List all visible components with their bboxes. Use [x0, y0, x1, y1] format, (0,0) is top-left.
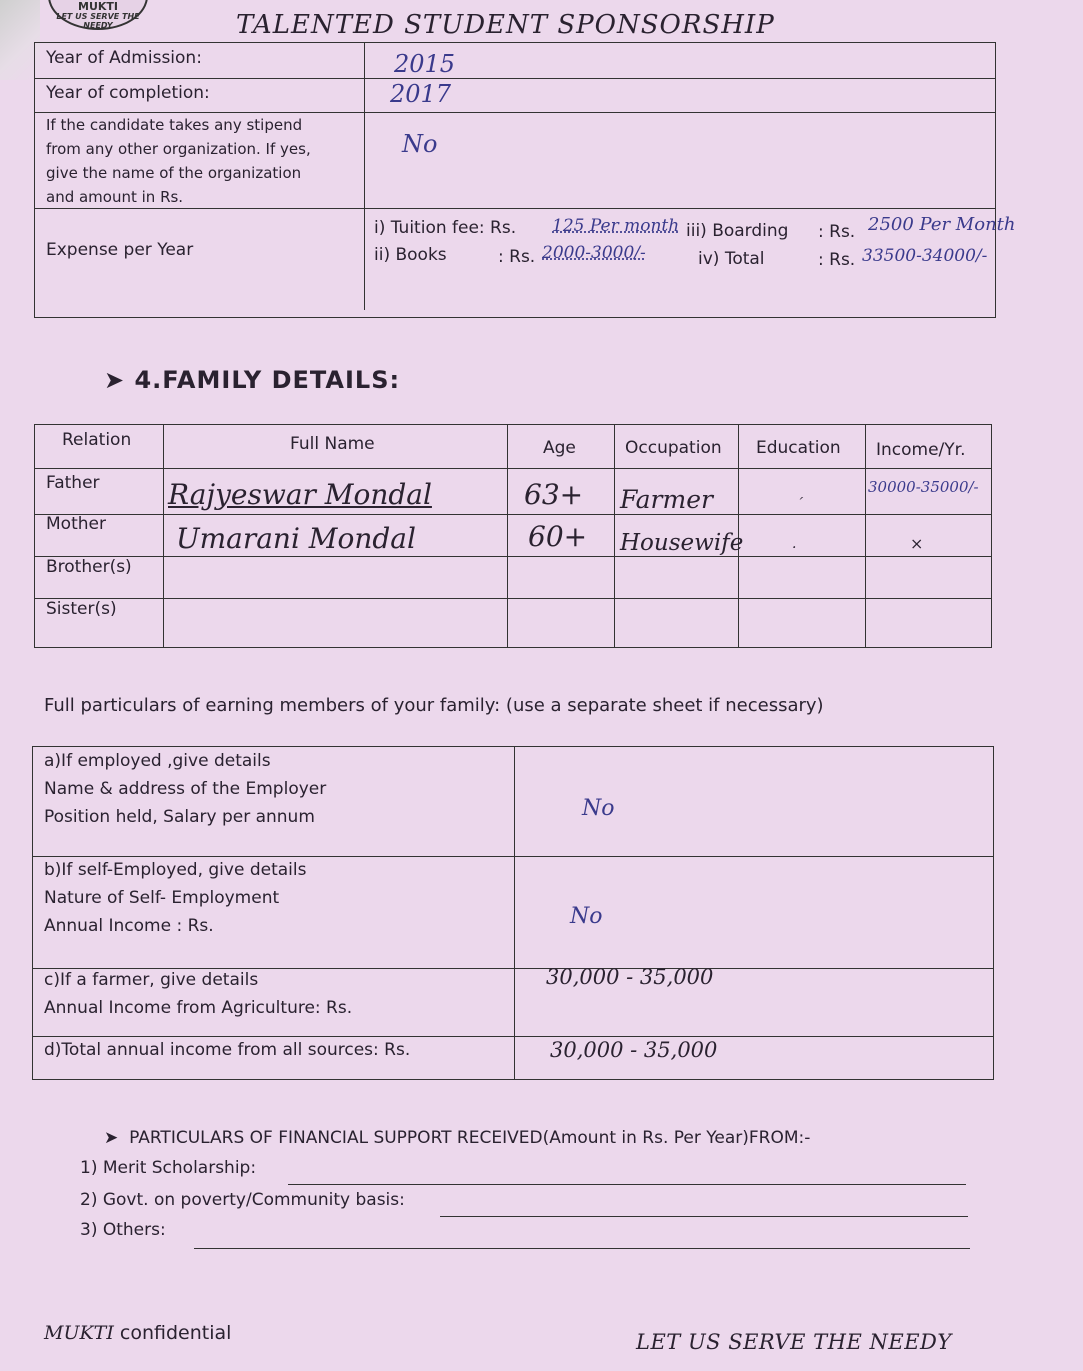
footer-slogan: LET US SERVE THE NEEDY: [636, 1330, 952, 1354]
books-value: 2000-3000/-: [542, 243, 646, 263]
row-divider: [34, 598, 992, 599]
farmer-value: 30,000 - 35,000: [546, 965, 714, 989]
total-prefix: : Rs.: [818, 250, 856, 270]
relation-father: Father: [46, 473, 100, 493]
support-heading: ➤ PARTICULARS OF FINANCIAL SUPPORT RECEIVED(Amount in Rs. Per Year)FROM:-: [104, 1128, 811, 1148]
header-income: Income/Yr.: [876, 440, 966, 460]
relation-sister: Sister(s): [46, 599, 117, 619]
support-item-others: 3) Others:: [80, 1220, 166, 1240]
logo-text-top: MUKTI: [78, 0, 118, 13]
row-divider: [34, 78, 996, 79]
header-relation: Relation: [62, 430, 132, 450]
year-of-completion-label: Year of completion:: [46, 83, 210, 103]
col-divider: [507, 424, 508, 648]
self-employed-line: Annual Income : Rs.: [44, 916, 214, 936]
stipend-label-line: from any other organization. If yes,: [46, 140, 311, 158]
total-income-value: 30,000 - 35,000: [550, 1038, 718, 1062]
support-item-govt: 2) Govt. on poverty/Community basis:: [80, 1190, 405, 1210]
self-employed-line: Nature of Self- Employment: [44, 888, 280, 908]
stipend-label-line: If the candidate takes any stipend: [46, 116, 303, 134]
father-occupation: Farmer: [620, 485, 713, 514]
total-label: iv) Total: [698, 249, 765, 269]
header-occupation: Occupation: [625, 438, 722, 458]
year-of-admission-value: 2015: [394, 50, 456, 78]
merit-blank-line: [288, 1184, 966, 1185]
boarding-label: iii) Boarding: [686, 221, 789, 241]
self-employed-label: [44, 856, 306, 940]
row-divider: [34, 468, 992, 469]
father-income: 30000-35000/-: [868, 478, 979, 496]
boarding-value: 2500 Per Month: [868, 214, 1016, 235]
farmer-line: c)If a farmer, give details: [44, 970, 259, 990]
self-employed-value: No: [570, 904, 603, 929]
father-name: Rajyeswar Mondal: [168, 478, 432, 511]
footer-brand: MUKTI: [44, 1322, 114, 1344]
col-divider: [865, 424, 866, 648]
mother-name: Umarani Mondal: [176, 522, 416, 555]
relation-brother: Brother(s): [46, 557, 132, 577]
mukti-logo: [48, 0, 148, 30]
govt-blank-line: [440, 1216, 968, 1217]
earning-intro: Full particulars of earning members of your family: (use a separate sheet if necessary): [44, 695, 824, 716]
mother-income: ×: [910, 534, 924, 553]
family-section-title: ➤ 4.FAMILY DETAILS:: [104, 366, 401, 394]
header-full-name: Full Name: [290, 434, 375, 454]
earning-col-divider: [514, 746, 515, 1080]
row-divider: [34, 556, 992, 557]
support-heading-text: PARTICULARS OF FINANCIAL SUPPORT RECEIVED(Amount in Rs. Per Year)FROM:-: [129, 1128, 811, 1148]
mother-age: 60+: [528, 520, 588, 553]
employed-value: No: [582, 796, 615, 821]
farmer-line: Annual Income from Agriculture: Rs.: [44, 998, 353, 1018]
father-education: ´: [796, 496, 803, 512]
stipend-value: No: [402, 130, 438, 158]
logo-text-bottom: LET US SERVE THE NEEDY: [56, 12, 140, 30]
stipend-label-line: and amount in Rs.: [46, 188, 184, 206]
family-section-title-text: 4.FAMILY DETAILS:: [134, 366, 401, 394]
year-of-admission-label: Year of Admission:: [46, 48, 202, 68]
self-employed-line: b)If self-Employed, give details: [44, 860, 307, 880]
mother-occupation: Housewife: [620, 530, 744, 556]
boarding-prefix: : Rs.: [818, 222, 856, 242]
education-col-divider: [364, 42, 365, 310]
relation-mother: Mother: [46, 514, 106, 534]
employed-line: Name & address of the Employer: [44, 779, 327, 799]
col-divider: [163, 424, 164, 648]
farmer-label: [44, 966, 352, 1022]
employed-line: a)If employed ,give details: [44, 751, 271, 771]
books-prefix: : Rs.: [498, 247, 536, 267]
stipend-label-line: give the name of the organization: [46, 164, 302, 182]
header-education: Education: [756, 438, 841, 458]
total-value: 33500-34000/-: [862, 246, 988, 266]
mother-education: ·: [792, 540, 797, 556]
support-item-merit: 1) Merit Scholarship:: [80, 1158, 257, 1178]
total-income-label: d)Total annual income from all sources: Rs.: [44, 1040, 411, 1060]
row-divider: [32, 1036, 994, 1037]
books-label: ii) Books: [374, 245, 447, 265]
col-divider: [614, 424, 615, 648]
stipend-label: [46, 113, 362, 209]
tuition-label: i) Tuition fee: Rs.: [374, 218, 517, 238]
footer-confidential: [44, 1322, 231, 1344]
footer-confidential-text: confidential: [113, 1322, 232, 1344]
row-divider: [34, 514, 992, 515]
tuition-value: 125 Per month: [552, 216, 680, 236]
others-blank-line: [194, 1248, 970, 1249]
employed-label: [44, 747, 326, 831]
header-age: Age: [543, 438, 576, 458]
page-title: TALENTED STUDENT SPONSORSHIP: [236, 10, 775, 40]
year-of-completion-value: 2017: [390, 80, 452, 108]
expense-label: Expense per Year: [46, 240, 194, 260]
father-age: 63+: [524, 478, 584, 511]
employed-line: Position held, Salary per annum: [44, 807, 315, 827]
